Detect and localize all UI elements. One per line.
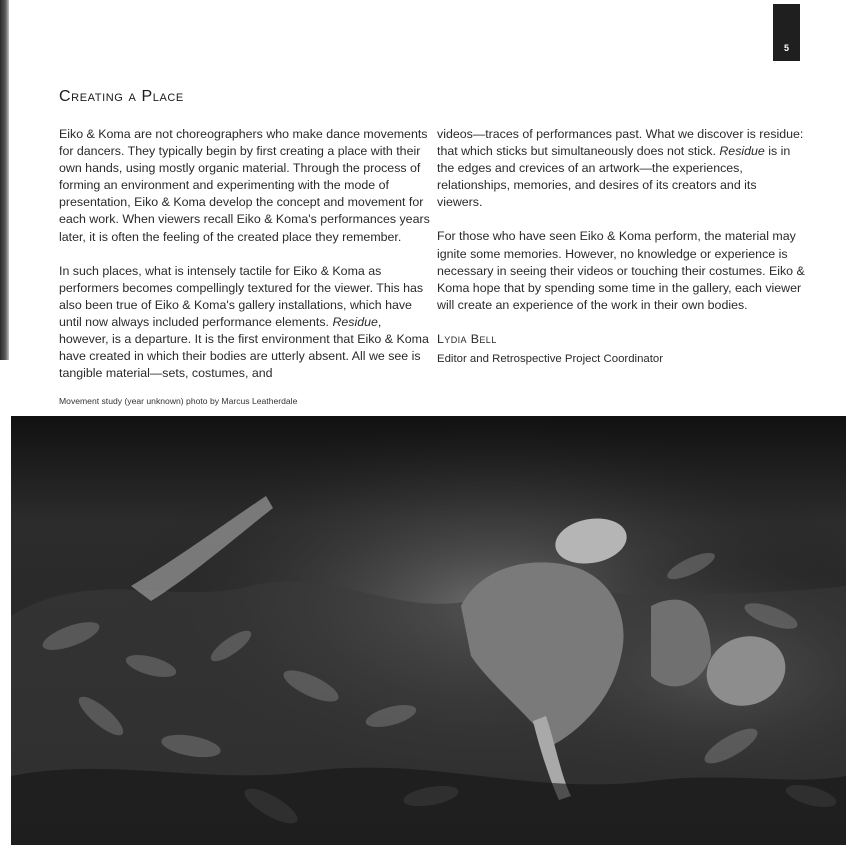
left-paragraph-2: [59, 263, 431, 383]
left-paragraph-1: Eiko & Koma are not choreographers who make dance movements for dancers. They typically begin by first creating a place with their own hands, using mostly organic material. Through the process of forming an environment and experimenting with the mode of presentation, Eiko & Koma develop the concept and movement for each work. When viewers recall Eiko & Koma's performances years later, it is often the feeling of the created place they remember.: [59, 127, 430, 244]
right-paragraph-1: [437, 126, 805, 211]
right-paragraph-1-text-a: videos—traces of performances past. What we discover is residue: that which sticks but simultaneously does not stick.: [437, 127, 804, 159]
left-paragraph-2-title-residue: Residue: [332, 314, 378, 329]
left-column: [59, 126, 431, 399]
left-paragraph-2-text-b: , however, is a departure. It is the first environment that Eiko & Koma have created in which their bodies are utterly absent. All we see is tangible material—sets, costumes, and: [59, 314, 429, 381]
signature-name: Lydia Bell: [437, 331, 497, 346]
right-paragraph-1-title-residue: Residue: [719, 144, 765, 159]
page-title: Creating a Place: [59, 88, 184, 105]
page-number: 5: [783, 43, 789, 53]
right-paragraph-2: For those who have seen Eiko & Koma perform, the material may ignite some memories. However, no knowledge or experience is necessary in seeing their videos or touching their costumes. Eiko & Koma hope that by spending some time in the gallery, each viewer will create an experience of the work in their own bodies.: [437, 229, 805, 312]
performance-photo: [11, 416, 846, 845]
right-column: [437, 126, 805, 368]
signature-role: Editor and Retrospective Project Coordinator: [437, 353, 664, 366]
left-paragraph-2-text-a: In such places, what is intensely tactile for Eiko & Koma as performers becomes compellingly textured for the viewer. This has also been true of Eiko & Koma's gallery installations, which have until now always included performance elements.: [59, 263, 424, 329]
page-number-tab: [773, 4, 800, 61]
photo-caption: Movement study (year unknown) photo by Marcus Leatherdale: [59, 396, 298, 406]
binding-edge: [0, 0, 9, 360]
performance-photo-image: [11, 416, 846, 845]
right-paragraph-1-text-b: is in the edges and crevices of an artwork—the experiences, relationships, memories, and desires of its creators and its viewers.: [437, 144, 791, 210]
